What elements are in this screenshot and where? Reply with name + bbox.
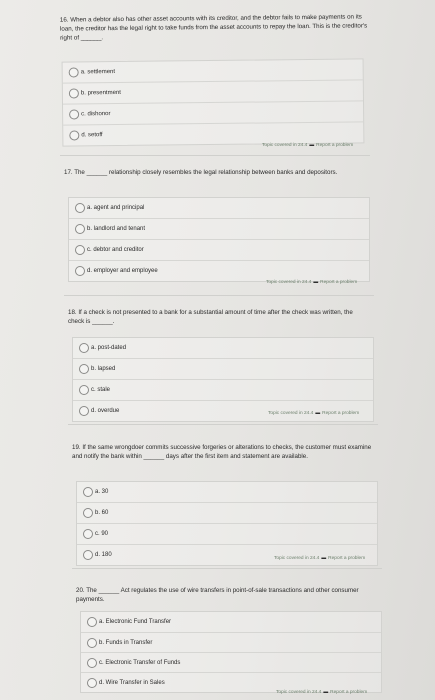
option-b[interactable]: b. landlord and tenant xyxy=(69,218,369,239)
question-17 xyxy=(64,168,364,177)
radio-button[interactable] xyxy=(87,658,97,668)
option-c[interactable]: c. stale xyxy=(73,379,373,400)
question-19-meta: Topic covered in 24.4 ▬ Report a problem xyxy=(274,556,366,561)
question-text: 17. The ______ relationship closely resembles the legal relationship between banks and depositors. xyxy=(64,169,338,176)
options-question-19 xyxy=(76,481,378,566)
radio-button[interactable] xyxy=(79,364,89,374)
option-c[interactable]: c. dishonor xyxy=(63,100,363,124)
options-question-16 xyxy=(62,58,365,146)
report-problem-link[interactable]: Report a problem xyxy=(330,690,368,695)
radio-button[interactable] xyxy=(83,508,93,518)
options-question-20 xyxy=(80,611,382,693)
question-text: 19. If the same wrongdoer commits successive forgeries or alterations to checks, the customer must examine and notify the bank within ______ days after the first item and statement are available. xyxy=(72,444,372,460)
radio-button[interactable] xyxy=(87,638,97,648)
option-b[interactable]: b. lapsed xyxy=(73,358,373,379)
option-d[interactable]: d. overdue xyxy=(73,400,373,421)
topic-link[interactable]: Topic covered in 24.4 xyxy=(276,690,322,695)
option-b[interactable]: b. presentment xyxy=(63,79,363,103)
question-20 xyxy=(76,586,376,604)
options-question-17 xyxy=(68,197,370,282)
radio-button[interactable] xyxy=(83,550,93,560)
radio-button[interactable] xyxy=(69,109,79,119)
option-c[interactable]: c. debtor and creditor xyxy=(69,239,369,260)
option-c[interactable]: c. Electronic Transfer of Funds xyxy=(81,652,381,673)
divider xyxy=(72,568,382,569)
question-16 xyxy=(60,12,370,42)
option-a[interactable]: a. post-dated xyxy=(73,338,373,358)
radio-button[interactable] xyxy=(79,406,89,416)
option-d[interactable]: d. employer and employee xyxy=(69,260,369,281)
option-a[interactable]: a. Electronic Fund Transfer xyxy=(81,612,381,632)
radio-button[interactable] xyxy=(87,617,97,627)
question-19 xyxy=(72,443,372,461)
radio-button[interactable] xyxy=(75,245,85,255)
radio-button[interactable] xyxy=(69,67,79,77)
topic-link[interactable]: Topic covered in 24.4 xyxy=(274,556,320,561)
question-18-meta: Topic covered in 24.4 ▬ Report a problem xyxy=(268,411,360,416)
option-a[interactable]: a. 30 xyxy=(77,482,377,502)
topic-link[interactable]: Topic covered in 24.4 xyxy=(268,411,314,416)
option-c[interactable]: c. 90 xyxy=(77,523,377,544)
question-17-meta: Topic covered in 24.4 ▬ Report a problem xyxy=(266,280,358,285)
report-problem-link[interactable]: Report a problem xyxy=(328,556,366,561)
option-b[interactable]: b. 60 xyxy=(77,502,377,523)
question-text: 16. When a debtor also has other asset accounts with its creditor, and the debtor fails to make payments on its loan, the creditor has the legal right to take funds from the asset accounts to repay the loan. This is the creditor's right of ______. xyxy=(59,13,368,42)
question-16-meta: Topic covered in 24.4 ▬ Report a problem xyxy=(262,143,354,148)
radio-button[interactable] xyxy=(75,203,85,213)
radio-button[interactable] xyxy=(79,343,89,353)
option-a[interactable]: a. settlement xyxy=(63,59,363,82)
radio-button[interactable] xyxy=(69,88,79,98)
option-a[interactable]: a. agent and principal xyxy=(69,198,369,218)
topic-link[interactable]: Topic covered in 24.4 xyxy=(266,280,312,285)
question-18 xyxy=(68,308,368,326)
radio-button[interactable] xyxy=(75,266,85,276)
report-problem-link[interactable]: Report a problem xyxy=(316,143,354,148)
option-b[interactable]: b. Funds in Transfer xyxy=(81,632,381,653)
radio-button[interactable] xyxy=(83,487,93,497)
divider xyxy=(60,155,370,156)
option-d[interactable]: d. Wire Transfer in Sales xyxy=(81,672,381,693)
radio-button[interactable] xyxy=(75,224,85,234)
question-20-meta: Topic covered in 24.4 ▬ Report a problem xyxy=(276,690,368,695)
radio-button[interactable] xyxy=(79,385,89,395)
divider xyxy=(64,295,374,296)
radio-button[interactable] xyxy=(83,529,93,539)
radio-button[interactable] xyxy=(87,678,97,688)
report-problem-link[interactable]: Report a problem xyxy=(322,411,360,416)
option-d[interactable]: d. 180 xyxy=(77,544,377,565)
radio-button[interactable] xyxy=(69,130,79,140)
question-text: 18. If a check is not presented to a bank for a substantial amount of time after the check was written, the check is ______. xyxy=(68,309,353,325)
options-question-18 xyxy=(72,337,374,422)
report-problem-link[interactable]: Report a problem xyxy=(320,280,358,285)
divider xyxy=(68,424,378,425)
option-d[interactable]: d. setoff xyxy=(63,121,363,145)
question-text: 20. The ______ Act regulates the use of wire transfers in point-of-sale transactions and other consumer payments. xyxy=(76,587,359,603)
topic-link[interactable]: Topic covered in 24.4 xyxy=(262,143,308,148)
